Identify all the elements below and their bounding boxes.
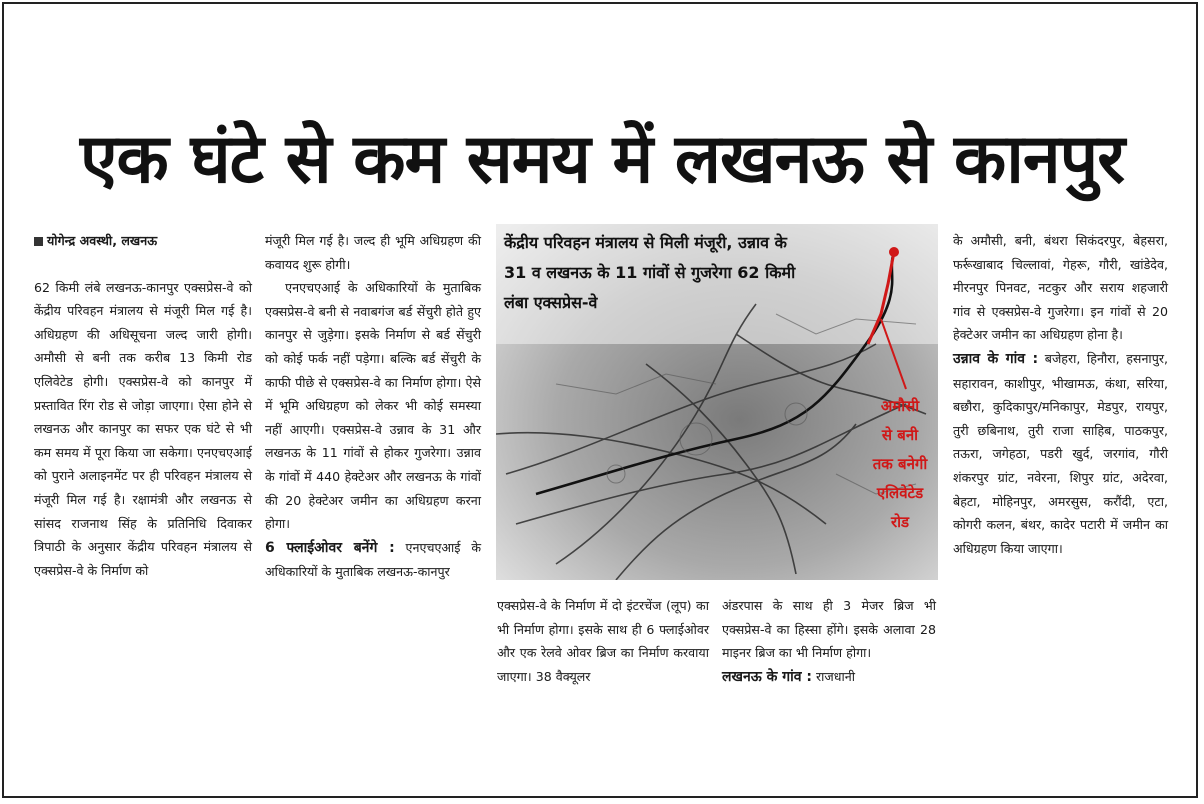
article-column-5 — [953, 229, 1168, 560]
elevated-road-label-line-3: तक बनेगी — [872, 455, 928, 473]
square-bullet-icon — [34, 237, 43, 246]
byline — [34, 229, 252, 253]
col3-paragraph: एक्सप्रेस-वे के निर्माण में दो इंटरचेंज (लूप) का भी निर्माण होगा। इसके साथ ही 6 फ्लाईओवर और एक रेलवे ओवर ब्रिज का निर्माण करवाया जाएगा। 38 वैक्यूलर — [497, 598, 709, 684]
col5-paragraph-2 — [953, 347, 1168, 560]
col5-paragraph-2-text: बजेहरा, हिनौरा, हसनापुर, सहारावन, काशीपुर, भीखामऊ, कंथा, सरिया, बछौरा, कुदिकापुर/मनिकापुर, मेडपुर, रायपुर, तुरी छबिनाथ, तुरी राजा साहिब, पाठकपुर, तऊरा, जगेहठा, पडरी खुर्द, जरगांव, गौरी शंकरपुर ग्रांट, नवेरना, शिपुर ग्रांट, अदेरवा, बेहटा, मोहिनपुर, अमरसुस, करौंदी, एटा, कोगरी कलन, बंथर, कादेर पटारी में जमीन का अधिग्रहण किया जाएगा। — [953, 350, 1169, 556]
col5-paragraph-1: के अमौसी, बनी, बंथरा सिकंदरपुर, बेहसरा, फर्रूखाबाद चिल्लावां, गेहरू, गौरी, खांडेदेव, मीरनपुर पिनवट, नटकुर और सराय शहजारी गांव से एक्सप्रेस-वे गुजरेगा। इन गांवों से 20 हेक्टेअर जमीन का अधिग्रहण होना है। — [953, 233, 1168, 343]
subheading-unnao-villages: उन्नाव के गांव : — [953, 350, 1039, 367]
elevated-road-label-line-4: एलिवेटेड — [876, 484, 924, 502]
article-column-3 — [497, 594, 709, 688]
col2-paragraph-1: मंजूरी मिल गई है। जल्द ही भूमि अधिग्रहण की कवायद शुरू होगी। — [265, 233, 481, 272]
headline: एक घंटे से कम समय में लखनऊ से कानपुर — [79, 120, 1125, 199]
col4-paragraph-2-text: राजधानी — [811, 668, 855, 684]
col1-paragraph: 62 किमी लंबे लखनऊ-कानपुर एक्सप्रेस-वे को केंद्रीय परिवहन मंत्रालय से मंजूरी मिल गई है। अधिग्रहण की अधिसूचना जल्द जारी होगी। अमौसी से बनी तक करीब 13 किमी रोड एलिवेटेड होगी। एक्सप्रेस-वे को कानपुर में प्रस्तावित रिंग रोड से जोड़ा जाएगा। ऐसा होने से लखनऊ और कानपुर का सफर एक घंटे से भी कम समय में पूरा किया जा सकेगा। एनएचएआई को पुराने अलाइनमेंट पर ही परिवहन मंत्रालय से मंजूरी मिल गई है। रक्षामंत्री और लखनऊ से सांसद राजनाथ सिंह के प्रतिनिधि दिवाकर त्रिपाठी के अनुसार केंद्रीय परिवहन मंत्रालय से एक्सप्रेस-वे के निर्माण को — [34, 279, 252, 578]
elevated-road-label — [860, 392, 940, 537]
elevated-road-label-line-5: रोड — [890, 513, 910, 531]
col2-paragraph-3 — [265, 536, 481, 584]
elevated-road-label-line-1: अमौसी — [880, 397, 920, 415]
col4-paragraph-1: अंडरपास के साथ ही 3 मेजर ब्रिज भी एक्सप्रेस-वे का हिस्सा होंगे। इसके अलावा 28 माइनर ब्रिज का भी निर्माण होगा। — [722, 598, 936, 661]
byline-text: योगेन्द्र अवस्थी, लखनऊ — [47, 233, 158, 248]
elevated-road-label-line-2: से बनी — [881, 426, 919, 444]
col2-paragraph-3-text: एनएचएआई के अधिकारियों के मुताबिक लखनऊ-कानपुर — [265, 539, 481, 580]
article-column-1 — [34, 229, 252, 582]
article-column-4 — [722, 594, 936, 689]
article-column-2 — [265, 229, 481, 584]
col2-paragraph-2: एनएचएआई के अधिकारियों के मुताबिक एक्सप्रेस-वे बनी से नवाबगंज बर्ड सेंचुरी होते हुए कानपुर से जुड़ेगा। इसके निर्माण से बर्ड सेंचुरी को कोई फर्क नहीं पड़ेगा। बल्कि बर्ड सेंचुरी के काफी पीछे से एक्सप्रेस-वे का निर्माण होगा। ऐसे में भूमि अधिग्रहण को लेकर भी कोई समस्या नहीं आएगी। एक्सप्रेस-वे उन्नाव के 31 और लखनऊ के 11 गांवों से होकर गुजरेगा। उन्नाव के गांवों में 440 हेक्टेअर और लखनऊ के गांवों की 20 हेक्टेअर जमीन का अधिग्रहण करना होगा। — [265, 280, 481, 532]
map-caption: केंद्रीय परिवहन मंत्रालय से मिली मंजूरी, उन्नाव के 31 व लखनऊ के 11 गांवों से गुजरेगा 62 किमी लंबा एक्सप्रेस-वे — [504, 233, 796, 312]
subheading-lucknow-villages: लखनऊ के गांव : — [722, 668, 812, 685]
subheading-flyover: 6 फ्लाईओवर बनेंगे : — [265, 539, 395, 556]
col4-paragraph-2 — [722, 665, 936, 690]
